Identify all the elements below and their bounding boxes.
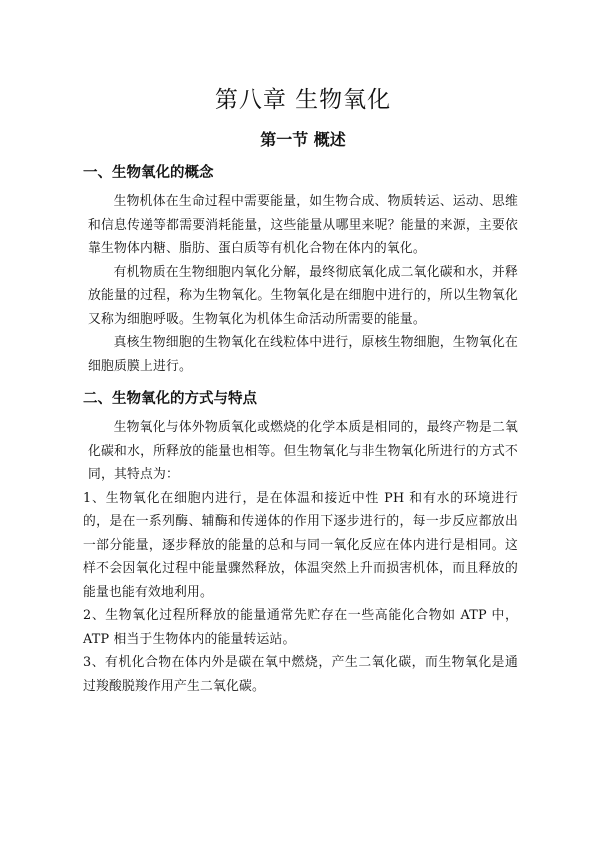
list-item-1: 1、生物氧化在细胞内进行，是在体温和接近中性 PH 和有水的环境进行的，是在一系列酶、辅酶和传递体的作用下逐步进行的，每一步反应都放出一部分能量，逐步释放的能量的总和与同一氧化反应在体内进行是相同。这样不会因氧化过程中能量骤然释放，体温突然上升而损害机体，而且释放的能量也能有效地利用。	[83, 490, 518, 600]
section-title: 第一节 概述	[260, 130, 346, 149]
paragraph-definition: 有机物质在生物细胞内氧化分解，最终彻底氧化成二氧化碳和水，并释放能量的过程，称为生物氧化。生物氧化是在细胞中进行的，所以生物氧化又称为细胞呼吸。生物氧化为机体生命活动所需要的能量。	[88, 264, 518, 327]
list-item-2: 2、生物氧化过程所释放的能量通常先贮存在一些高能化合物如 ATP 中，ATP 相当于生物体内的能量转运站。	[83, 608, 518, 647]
list-item-3: 3、有机化合物在体内外是碳在氧中燃烧，产生二氧化碳，而生物氧化是通过羧酸脱羧作用产生二氧化碳。	[83, 655, 518, 694]
concept-section	[88, 190, 518, 378]
heading-methods: 二、生物氧化的方式与特点	[83, 390, 257, 407]
paragraph-energy-source: 生物机体在生命过程中需要能量，如生物合成、物质转运、运动、思维和信息传递等都需要消耗能量，这些能量从哪里来呢？能量的来源，主要依靠生物体内糖、脂肪、蛋白质等有机化合物在体内的氧化。	[88, 194, 518, 256]
heading-concept: 一、生物氧化的概念	[83, 164, 214, 181]
chapter-title: 第八章 生物氧化	[214, 87, 392, 113]
methods-section	[83, 416, 518, 698]
paragraph-location: 真核生物细胞的生物氧化在线粒体中进行，原核生物细胞，生物氧化在细胞质膜上进行。	[88, 335, 518, 374]
document-page	[83, 82, 518, 698]
paragraph-comparison: 生物氧化与体外物质氧化或燃烧的化学本质是相同的，最终产物是二氧化碳和水，所释放的能量也相等。但生物氧化与非生物氧化所进行的方式不同，其特点为：	[88, 420, 518, 482]
